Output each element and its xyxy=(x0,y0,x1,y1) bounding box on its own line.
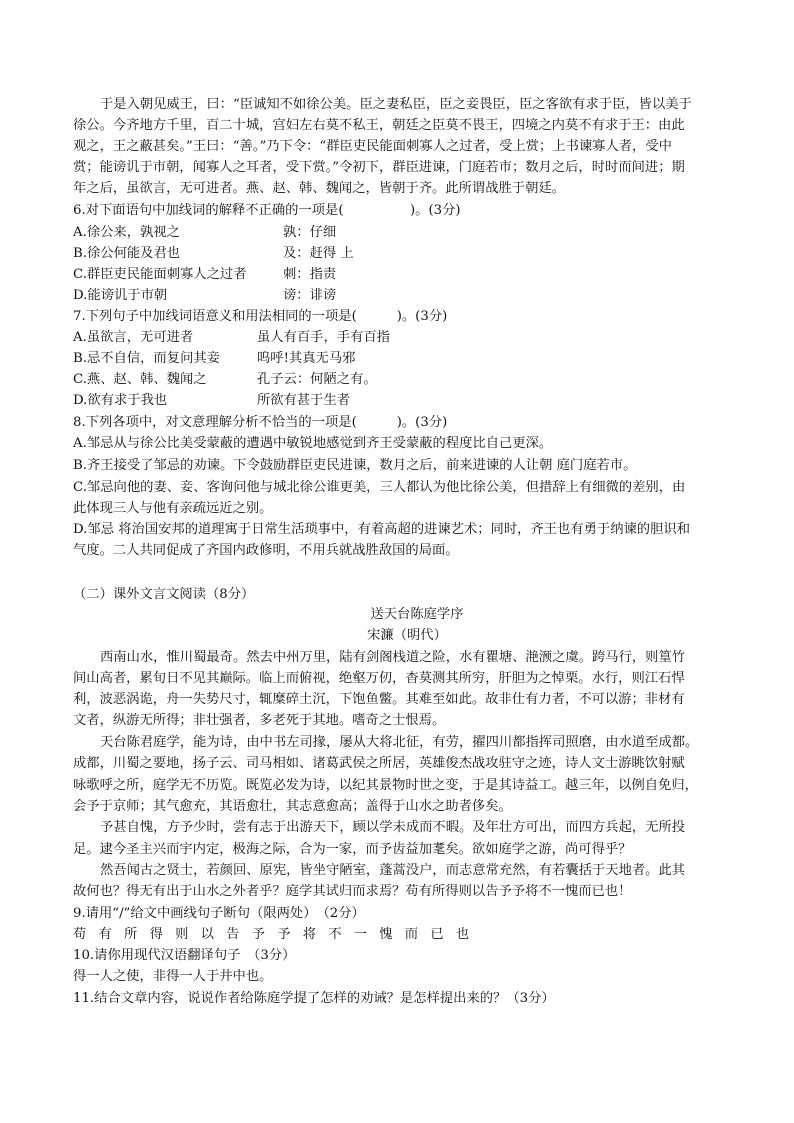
passage1-line: 观之，王之蔽甚矣。”王曰：“善。”乃下令：“群臣吏民能面刺寡人之过者，受上赏；上书谏寡人者，受中 xyxy=(73,139,672,154)
q8-option-line: C.邹忌向他的妻、妾、客询问他与城北徐公谁更美，三人都认为他比徐公美，但措辞上有细微的差别，由 xyxy=(73,480,686,495)
question-8-stem: 8.下列各项中，对文意理解分析不恰当的一项是( )。(3分) xyxy=(73,415,448,430)
option-explanation: 谤：诽谤 xyxy=(283,288,337,303)
q7-option-d xyxy=(73,391,733,411)
passage2-line: 故何也？得无有出于山水之外者乎？庭学其试归而求焉？苟有所得则以告予予将不一愧而已也！ xyxy=(73,884,632,899)
q9-sentence: 苟 有 所 得 则 以 告 予 予 将 不 一 愧 而 已 也 xyxy=(73,927,474,942)
q6-option-d xyxy=(73,286,733,306)
q8-option-line: 此体现三人与他有亲疏远近之别。 xyxy=(73,501,273,516)
option-compare: 所欲有甚于生者 xyxy=(257,393,351,408)
q8-option-line: 气度。二人共同促成了齐国内政修明，不用兵就战胜敌国的局面。 xyxy=(73,543,459,558)
passage1-line: 于是入朝见威王，曰：“臣诚知不如徐公美。臣之妻私臣，臣之妾畏臣，臣之客欲有求于臣，皆以美于 xyxy=(100,97,692,112)
q7-option-a xyxy=(73,328,733,348)
question-9-stem: 9.请用“/”给文中画线句子断句（限两处） （2分） xyxy=(73,906,365,921)
question-7-stem: 7.下列句子中加线词语意义和用法相同的一项是( )。(3分) xyxy=(73,309,448,324)
q7-option-b xyxy=(73,349,733,369)
option-text: D.欲有求于我也 xyxy=(73,393,168,408)
q8-option-line: B.齐王接受了邹忌的劝谏。下令鼓励群臣吏民进谏，数月之后，前来进谏的人让朝 庭门庭若市。 xyxy=(73,458,637,473)
option-text: C.群臣吏民能面刺寡人之过者 xyxy=(73,267,247,282)
option-compare: 虽人有百手，手有百指 xyxy=(257,330,390,345)
passage2-line: 利，波恶涡诡，舟一失势尺寸，辄糜碎土沉，下饱鱼鳖。其难至如此。故非仕有力者，不可以游；非材有 xyxy=(73,692,685,707)
passage2-line: 天台陈君庭学，能为诗，由中书左司掾，屡从大将北征，有劳，擢四川都指挥司照磨，由水道至成都。 xyxy=(100,735,699,750)
option-text: A.徐公来，孰视之 xyxy=(73,225,180,240)
option-explanation: 孰：仔细 xyxy=(283,225,337,240)
option-text: A.虽欲言，无可进者 xyxy=(73,330,194,345)
section-heading: （二）课外文言文阅读（8分） xyxy=(73,587,255,602)
passage2-line: 间山高者，累旬日不见其巅际。临上而俯视，绝壑万仞，杳莫测其所穷，肝胆为之悼栗。水行，则江石悍 xyxy=(73,671,685,686)
passage2-line: 咏歌呼之所，庭学无不历览。既览必发为诗，以纪其景物时世之变，于是其诗益工。越三年，以例自免归， xyxy=(73,778,698,793)
question-6-stem: 6.对下面语句中加线词的解释不正确的一项是( )。(3分) xyxy=(73,203,461,218)
passage1-line: 年之后，虽欲言，无可进者。燕、赵、韩、魏闻之，皆朝于齐。此所谓战胜于朝廷。 xyxy=(73,181,565,196)
q6-option-c xyxy=(73,265,733,285)
q6-option-b xyxy=(73,244,733,264)
option-text: B.忌不自信，而复问其妾 xyxy=(73,351,220,366)
option-compare: 孔子云：何陋之有。 xyxy=(257,372,377,387)
passage1-line: 赏；能谤讥于市朝，闻寡人之耳者，受下赏。”令初下，群臣进谏，门庭若市；数月之后，时时而间进；期 xyxy=(73,160,685,175)
passage2-line: 会予于京师；其气愈充，其语愈壮，其志意愈高；盖得于山水之助者侈矣。 xyxy=(73,799,512,814)
question-11-stem: 11.结合文章内容，说说作者给陈庭学提了怎样的劝诫？是怎样提出来的？（3分） xyxy=(73,991,555,1006)
passage2-line: 予甚自愧，方予少时，尝有志于出游天下，顾以学未成而不暇。及年壮方可出，而四方兵起，无所投 xyxy=(100,820,686,835)
passage-title: 送天台陈庭学序 xyxy=(370,607,464,622)
q8-option-line: A.邹忌从与徐公比美受蒙蔽的遭遇中敏锐地感觉到齐王受蒙蔽的程度比自己更深。 xyxy=(73,436,553,451)
q10-sentence: 得一人之使，非得一人于井中也。 xyxy=(73,969,273,984)
passage2-line: 西南山水，惟川蜀最奇。然去中州万里，陆有剑阁栈道之险，水有瞿塘、滟滪之虞。跨马行，则篁竹 xyxy=(100,650,686,665)
option-text: B.徐公何能及君也 xyxy=(73,246,181,261)
option-explanation: 及：赶得 上 xyxy=(283,246,354,261)
passage2-line: 文者，纵游无所得；非壮强者，多老死于其地。嗜奇之士恨焉。 xyxy=(73,713,446,728)
question-10-stem: 10.请你用现代汉语翻译句子 （3分） xyxy=(73,948,296,963)
option-compare: 呜呼!其真无马邪 xyxy=(257,351,356,366)
passage-author: 宋濂（明代） xyxy=(367,628,447,643)
passage2-line: 足。逮今圣主兴而宇内定，极海之际，合为一家，而予齿益加耄矣。欲如庭学之游，尚可得乎？ xyxy=(73,842,632,857)
passage1-line: 徐公。今齐地方千里，百二十城，宫妇左右莫不私王，朝廷之臣莫不畏王，四境之内莫不有求于王：由此 xyxy=(73,118,685,133)
q6-option-a xyxy=(73,223,733,243)
passage2-line: 成都，川蜀之要地，扬子云、司马相如、诸葛武侯之所居，英雄俊杰战攻驻守之迹，诗人文士游眺饮射赋 xyxy=(73,756,685,771)
option-text: C.燕、赵、韩、魏闻之 xyxy=(73,372,207,387)
q8-option-line: D.邹忌 将治国安邦的道理寓于日常生活琐事中，有着高超的进谏艺术；同时，齐王也有勇于纳谏的胆识和 xyxy=(73,522,690,537)
q7-option-c xyxy=(73,370,733,390)
passage2-line: 然吾闻古之贤士，若颜回、原宪，皆坐守陋室，蓬蒿没户，而志意常充然，有若囊括于天地者。此其 xyxy=(100,863,686,878)
option-explanation: 刺：指责 xyxy=(283,267,337,282)
option-text: D.能谤讥于市朝 xyxy=(73,288,168,303)
